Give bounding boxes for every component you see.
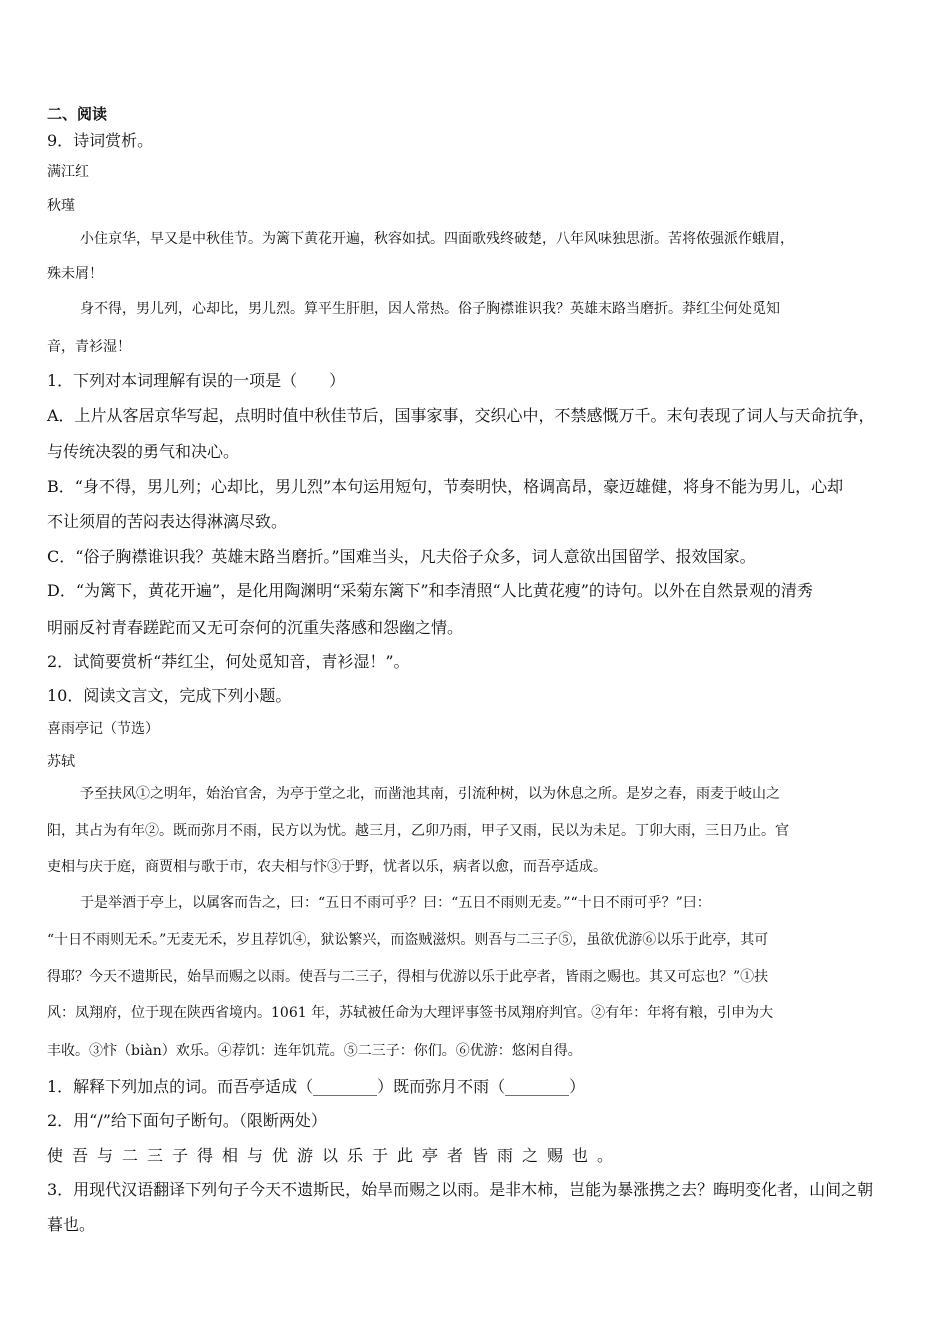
- poem-line: 殊未屑！: [47, 266, 103, 282]
- option-line: B．“身不得，男儿列；心却比，男儿烈”本句运用短句，节奏明快，格调高昂，豪迈雄健，将身不能为男儿，心却: [47, 477, 844, 496]
- option-line: D．“为篱下，黄花开遍”，是化用陶渊明“采菊东篱下”和李清照“人比黄花瘦”的诗句。以外在自然景观的清秀: [47, 581, 813, 600]
- q9-sub2: 2．试简要赏析“莽红尘，何处觅知音，青衫湿！”。: [47, 652, 410, 671]
- option-line: 不让须眉的苦闷表达得淋漓尽致。: [47, 512, 288, 531]
- passage-line: 于是举酒于亭上，以属客而告之，曰：“五日不雨可乎？曰：“五日不雨则无麦。”“十日不雨可乎？”曰：: [80, 895, 711, 911]
- text-title: 喜雨亭记（节选）: [47, 721, 159, 737]
- q10-sub3-line: 暮也。: [47, 1215, 96, 1234]
- poem-line: 小住京华，早又是中秋佳节。为篱下黄花开遍，秋容如拭。四面歌残终破楚，八年风味独思浙。苦将侬强派作蛾眉，: [80, 231, 794, 247]
- q10-sub1: 1．解释下列加点的词。而吾亭适成（________）既而弥月不雨（________）: [47, 1077, 586, 1096]
- section-title: 二、阅读: [47, 105, 108, 123]
- poem-line: 音，青衫湿！: [47, 339, 131, 355]
- q9-sub1: 1．下列对本词理解有误的一项是（ ）: [47, 371, 346, 390]
- q10-sub2-sentence: 使吾与二三子得相与优游以乐于此亭者皆雨之赐也。: [47, 1146, 623, 1165]
- poem-title: 满江红: [47, 164, 89, 180]
- option-line: 明丽反衬青春蹉跎而又无可奈何的沉重失落感和怨幽之情。: [47, 618, 464, 637]
- poem-line: 身不得，男儿列，心却比，男儿烈。算平生肝胆，因人常热。俗子胸襟谁识我？英雄末路当磨折。莽红尘何处觅知: [80, 301, 780, 317]
- option-line: C．“俗子胸襟谁识我？英雄末路当磨折。”国难当头，凡夫俗子众多，词人意欲出国留学、报效国家。: [47, 547, 756, 566]
- question-10-heading: 10．阅读文言文，完成下列小题。: [47, 686, 292, 705]
- q10-sub3-line: 3．用现代汉语翻译下列句子今天不遗斯民，始旱而赐之以雨。是非木柿，岂能为暴涨携之去？晦明变化者，山间之朝: [47, 1180, 874, 1199]
- passage-line: “十日不雨则无禾。”无麦无禾，岁且荐饥④，狱讼繁兴，而盗贼滋炽。则吾与二三子⑤，虽欲优游⑥以乐于此亭，其可: [47, 932, 769, 948]
- passage-line: 丰收。③忭（biàn）欢乐。④荐饥：连年饥荒。⑤二三子：你们。⑥优游：悠闲自得。: [47, 1043, 582, 1059]
- passage-line: 予至扶风①之明年，始治官舍，为亭于堂之北，而凿池其南，引流种树，以为休息之所。是岁之春，雨麦于岐山之: [80, 786, 780, 802]
- passage-line: 吏相与庆于庭，商贾相与歌于市，农夫相与忭③于野，忧者以乐，病者以愈，而吾亭适成。: [47, 859, 607, 875]
- question-9-heading: 9．诗词赏析。: [47, 131, 154, 150]
- poem-author: 秋瑾: [47, 198, 75, 214]
- option-line: A．上片从客居京华写起，点明时值中秋佳节后，国事家事，交织心中，不禁感慨万千。末句表现了词人与天命抗争，: [47, 406, 875, 425]
- passage-line: 风：凤翔府，位于现在陕西省境内。1061 年，苏轼被任命为大理评事签书凤翔府判官。②有年：年将有粮，引申为大: [47, 1005, 774, 1021]
- option-line: 与传统决裂的勇气和决心。: [47, 442, 240, 461]
- q10-sub2: 2．用“/”给下面句子断句。（限断两处）: [47, 1111, 327, 1130]
- passage-line: 阳，其占为有年②。既而弥月不雨，民方以为忧。越三月，乙卯乃雨，甲子又雨，民以为未足。丁卯大雨，三日乃止。官: [47, 823, 789, 839]
- passage-line: 得耶？今天不遗斯民，始旱而赐之以雨。使吾与二三子，得相与优游以乐于此亭者，皆雨之赐也。其又可忘也？”①扶: [47, 969, 769, 985]
- text-author: 苏轼: [47, 754, 75, 770]
